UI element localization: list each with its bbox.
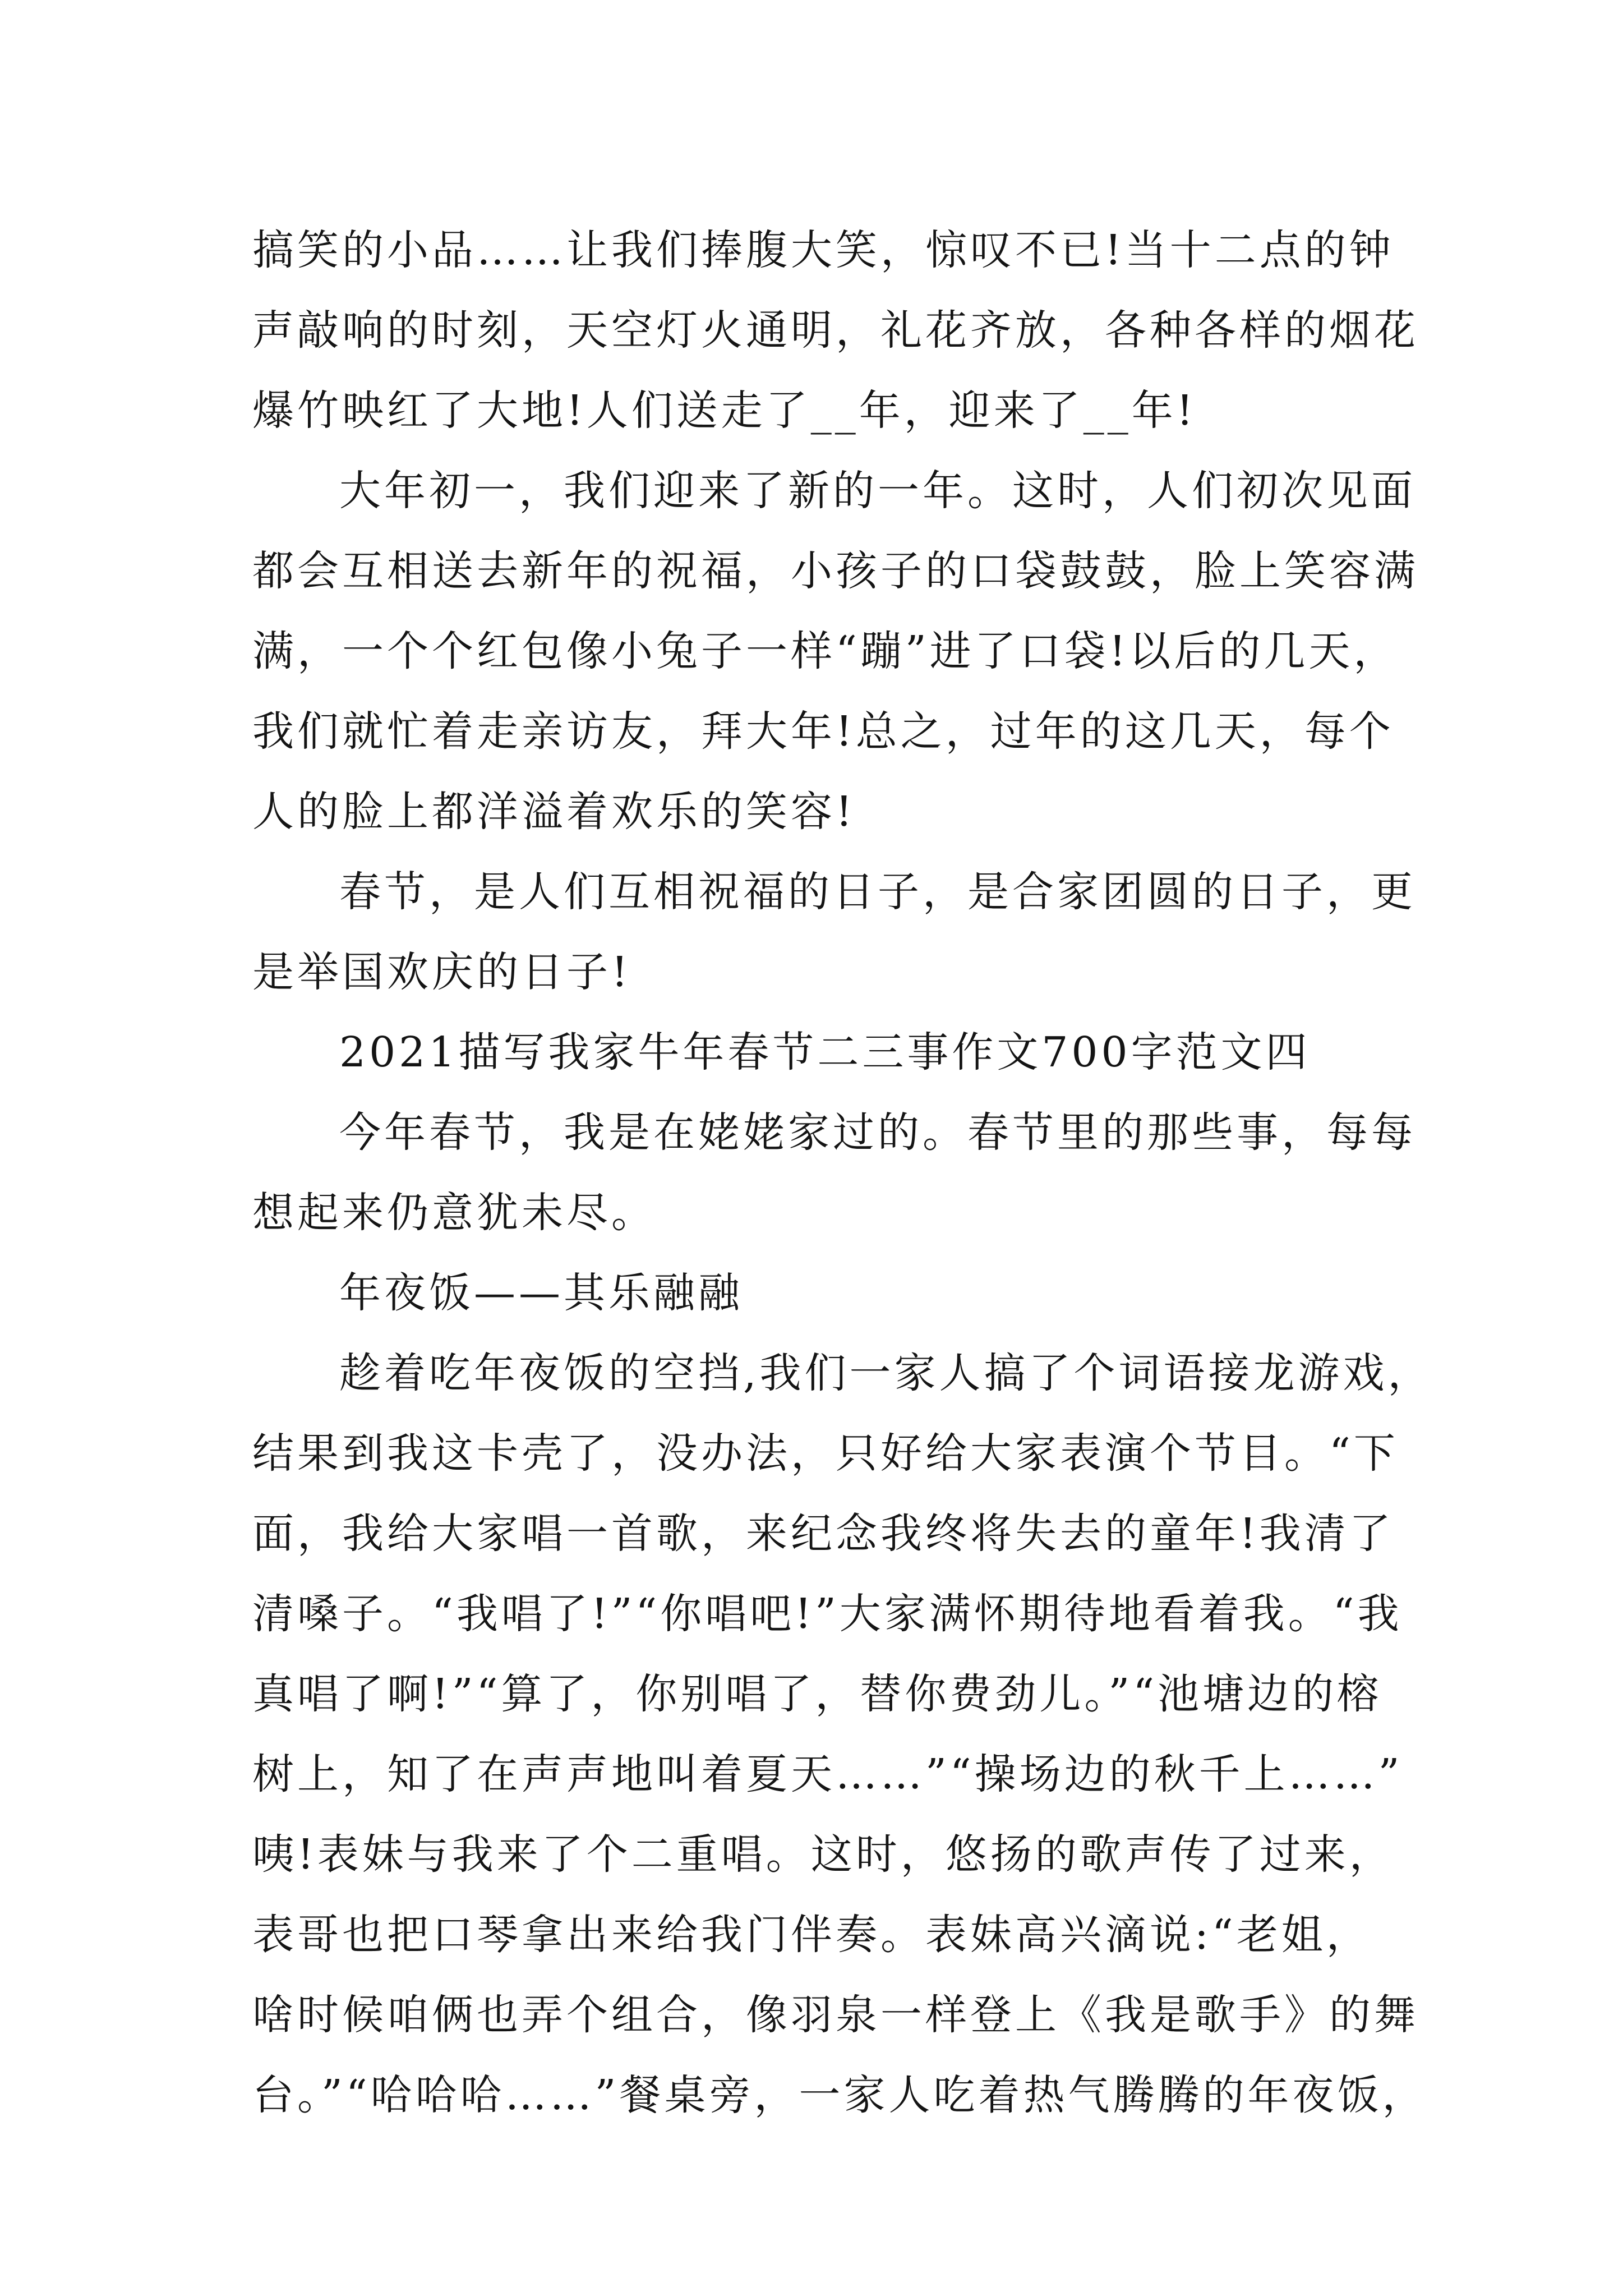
text-line: 是举国欢庆的日子!: [252, 948, 631, 996]
text-line: 大年初一，我们迎来了新的一年。这时，人们初次见面: [339, 467, 1416, 515]
text-line: 表哥也把口琴拿出来给我门伴奏。表妹高兴滴说:“老姐，: [252, 1911, 1371, 1959]
text-line: 搞笑的小品……让我们捧腹大笑，惊叹不已!当十二点的钟: [252, 226, 1394, 274]
text-line: 树上，知了在声声地叫着夏天……”“操场边的秋千上……”: [252, 1750, 1403, 1798]
text-line: 咦!表妹与我来了个二重唱。这时，悠扬的歌声传了过来，: [252, 1830, 1394, 1879]
text-line: 面，我给大家唱一首歌，来纪念我终将失去的童年!我清了: [252, 1510, 1394, 1558]
text-line: 真唱了啊!”“算了，你别唱了，替你费劲儿。”“池塘边的榕: [252, 1670, 1382, 1718]
text-line: 想起来仍意犹未尽。: [252, 1189, 656, 1237]
text-line: 爆竹映红了大地!人们送走了__年，迎来了__年!: [252, 386, 1197, 435]
text-line: 啥时候咱俩也弄个组合，像羽泉一样登上《我是歌手》的舞: [252, 1991, 1419, 2039]
text-line: 结果到我这卡壳了，没办法，只好给大家表演个节目。“下: [252, 1429, 1399, 1478]
text-line: 春节，是人们互相祝福的日子，是合家团圆的日子，更: [339, 868, 1416, 916]
subheading: 年夜饭——其乐融融: [339, 1269, 743, 1317]
text-line: 人的脸上都洋溢着欢乐的笑容!: [252, 788, 856, 836]
text-line: 清嗓子。“我唱了!”“你唱吧!”大家满怀期待地看着我。“我: [252, 1590, 1403, 1638]
text-line: 今年春节，我是在姥姥家过的。春节里的那些事，每每: [339, 1108, 1416, 1157]
section-heading: 2021描写我家牛年春节二三事作文700字范文四: [339, 1028, 1311, 1076]
text-line: 我们就忙着走亲访友，拜大年!总之，过年的这几天，每个: [252, 707, 1394, 756]
text-line: 台。”“哈哈哈……”餐桌旁，一家人吃着热气腾腾的年夜饭，: [252, 2071, 1427, 2119]
text-line: 都会互相送去新年的祝福，小孩子的口袋鼓鼓，脸上笑容满: [252, 547, 1419, 595]
text-line: 趁着吃年夜饭的空挡,我们一家人搞了个词语接龙游戏，: [339, 1349, 1433, 1397]
text-line: 满，一个个红包像小兔子一样“蹦”进了口袋!以后的几天，: [252, 627, 1399, 675]
text-line: 声敲响的时刻，天空灯火通明，礼花齐放，各种各样的烟花: [252, 306, 1419, 355]
document-body: [252, 210, 1433, 2136]
